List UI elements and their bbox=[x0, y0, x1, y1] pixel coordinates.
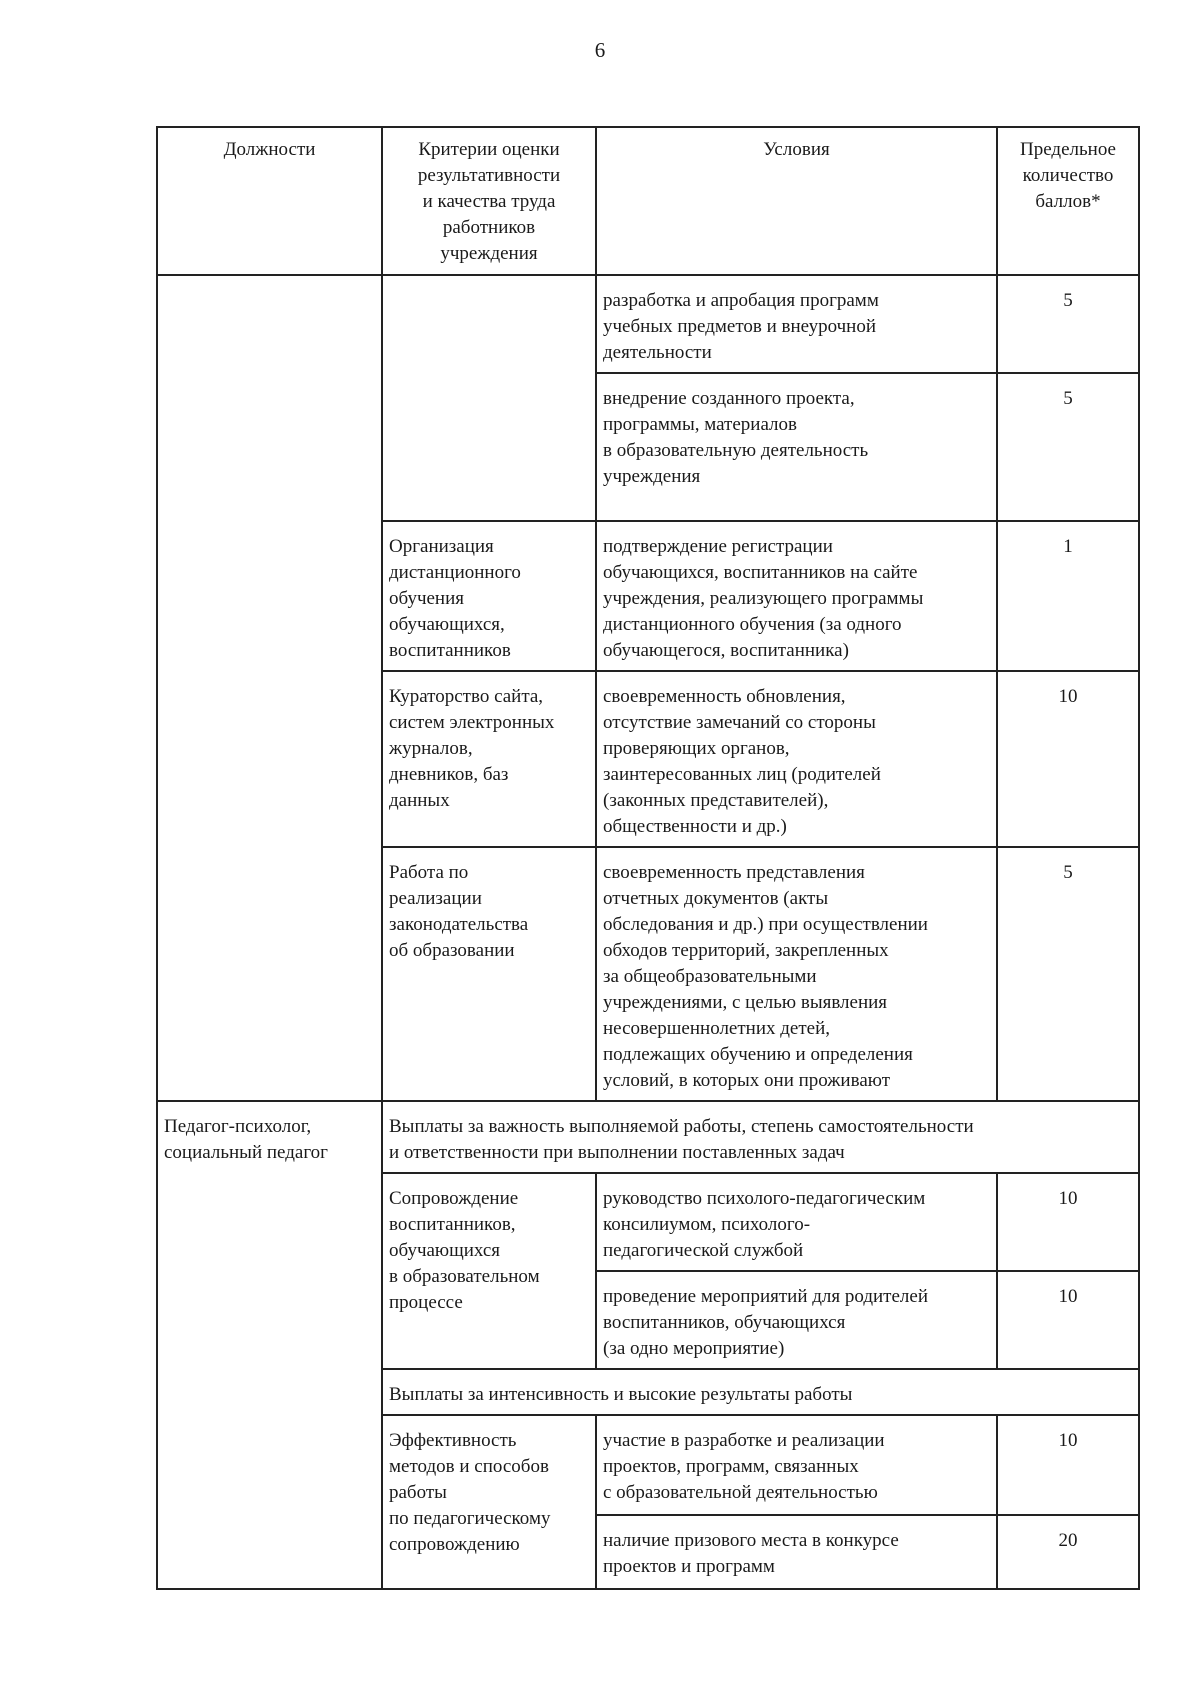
condition-cell: проведение мероприятий для родителей воспитанников, обучающихся (за одно мероприятие) bbox=[596, 1271, 997, 1369]
points-cell: 10 bbox=[997, 671, 1139, 847]
condition-cell: участие в разработке и реализации проектов, программ, связанных с образовательной деятельностью bbox=[596, 1415, 997, 1515]
condition-cell: внедрение созданного проекта, программы, материалов в образовательную деятельность учреждения bbox=[596, 373, 997, 521]
position-cell: Педагог-психолог, социальный педагог bbox=[157, 1101, 382, 1589]
header-max-points: Предельное количество баллов* bbox=[997, 127, 1139, 275]
page-number: 6 bbox=[594, 38, 606, 62]
header-position: Должности bbox=[157, 127, 382, 275]
points-cell: 1 bbox=[997, 521, 1139, 671]
header-criteria: Критерии оценки результативности и качества труда работников учреждения bbox=[382, 127, 596, 275]
criteria-table bbox=[156, 126, 1140, 1590]
condition-cell: наличие призового места в конкурсе проектов и программ bbox=[596, 1515, 997, 1589]
points-cell: 10 bbox=[997, 1415, 1139, 1515]
criterion-cell: Сопровождение воспитанников, обучающихся в образовательном процессе bbox=[382, 1173, 596, 1369]
points-cell: 5 bbox=[997, 275, 1139, 373]
points-cell: 10 bbox=[997, 1173, 1139, 1271]
table-row bbox=[157, 275, 1139, 373]
criterion-cell: Кураторство сайта, систем электронных журналов, дневников, баз данных bbox=[382, 671, 596, 847]
criterion-cell: Организация дистанционного обучения обучающихся, воспитанников bbox=[382, 521, 596, 671]
condition-cell: подтверждение регистрации обучающихся, воспитанников на сайте учреждения, реализующего программы дистанционного обучения (за одного обучающегося, воспитанника) bbox=[596, 521, 997, 671]
criterion-cell: Эффективность методов и способов работы по педагогическому сопровождению bbox=[382, 1415, 596, 1589]
condition-cell: своевременность обновления, отсутствие замечаний со стороны проверяющих органов, заинтересованных лиц (родителей (законных представителей), общественности и др.) bbox=[596, 671, 997, 847]
criterion-cell: Работа по реализации законодательства об образовании bbox=[382, 847, 596, 1101]
points-cell: 20 bbox=[997, 1515, 1139, 1589]
condition-cell: разработка и апробация программ учебных предметов и внеурочной деятельности bbox=[596, 275, 997, 373]
points-cell: 10 bbox=[997, 1271, 1139, 1369]
condition-cell: своевременность представления отчетных документов (акты обследования и др.) при осуществлении обходов территорий, закрепленных за общеобразовательными учреждениями, с целью выявления несовершеннолетних детей, подлежащих обучению и определения условий, в которых они проживают bbox=[596, 847, 997, 1101]
table-header-row bbox=[157, 127, 1139, 275]
criterion-cell-empty bbox=[382, 275, 596, 521]
position-cell-empty bbox=[157, 275, 382, 1101]
section-heading: Выплаты за важность выполняемой работы, степень самостоятельности и ответственности при выполнении поставленных задач bbox=[382, 1101, 1139, 1173]
points-cell: 5 bbox=[997, 373, 1139, 521]
points-cell: 5 bbox=[997, 847, 1139, 1101]
condition-cell: руководство психолого-педагогическим консилиумом, психолого- педагогической службой bbox=[596, 1173, 997, 1271]
section-heading: Выплаты за интенсивность и высокие результаты работы bbox=[382, 1369, 1139, 1415]
section-row bbox=[157, 1101, 1139, 1173]
header-conditions: Условия bbox=[596, 127, 997, 275]
